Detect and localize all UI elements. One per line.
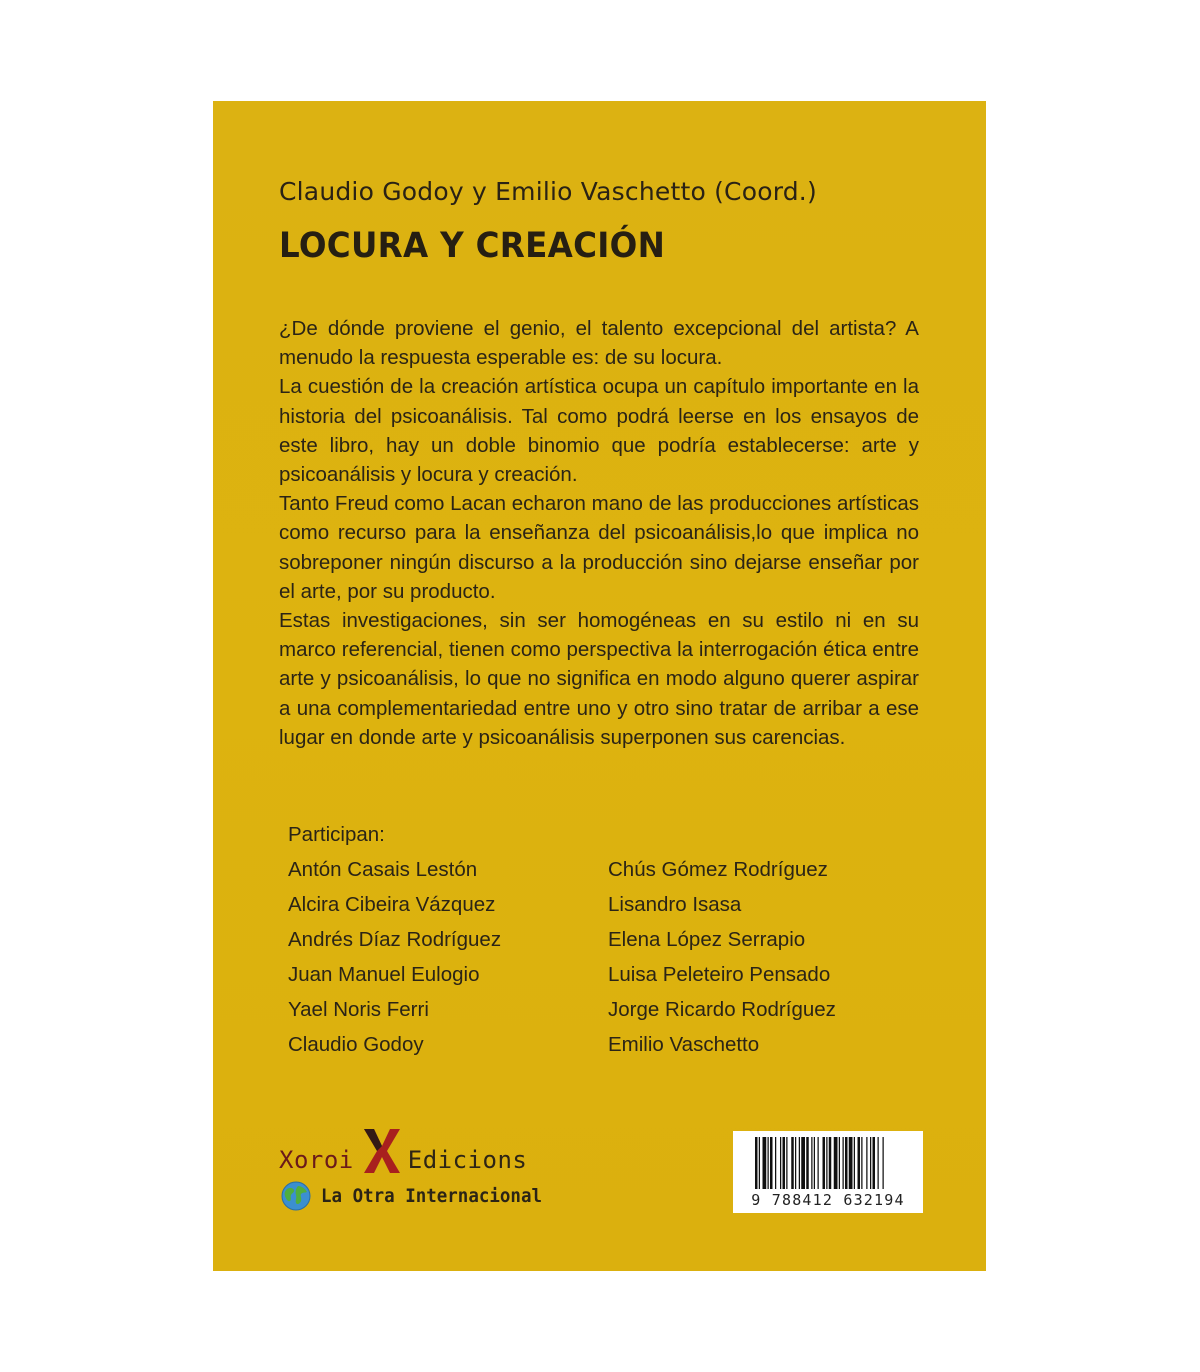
barcode-bar [814, 1137, 815, 1189]
barcode-bar [811, 1137, 812, 1189]
barcode-bar [858, 1137, 861, 1189]
participant-name: Jorge Ricardo Rodríguez [608, 998, 836, 1021]
barcode-bar [795, 1137, 796, 1189]
barcode-bar [755, 1137, 758, 1189]
participant-name: Emilio Vaschetto [608, 1033, 760, 1056]
barcode-bar [818, 1137, 819, 1189]
barcode-bar [883, 1137, 884, 1189]
participants-section [288, 817, 928, 1062]
barcode-bar [834, 1137, 838, 1189]
barcode-bar [866, 1137, 867, 1189]
barcode-bar [826, 1137, 827, 1189]
participant-name: Luisa Peleteiro Pensado [608, 963, 831, 986]
book-title: LOCURA Y CREACIÓN [279, 226, 666, 266]
barcode-bar [775, 1137, 776, 1189]
imprint-name: La Otra Internacional [321, 1185, 543, 1207]
barcode-bar [786, 1137, 787, 1189]
publisher-name-part2: Edicions [407, 1146, 528, 1174]
barcode-bar [759, 1137, 760, 1189]
barcode-bar [839, 1137, 840, 1189]
barcode-bar [763, 1137, 767, 1189]
barcode-bar [791, 1137, 794, 1189]
synopsis-paragraph: La cuestión de la creación artística ocupa un capítulo importante en la historia del psicoanálisis. Tal como podrá leerse en los ensayos de este libro, hay un doble binomio que podría establecerse: arte y psicoanálisis y locura y creación. [279, 375, 919, 487]
participant-name: Claudio Godoy [288, 1033, 424, 1056]
participant-name: Juan Manuel Eulogio [288, 963, 480, 986]
participant-name: Lisandro Isasa [608, 893, 742, 916]
authors-line: Claudio Godoy y Emilio Vaschetto (Coord.) [279, 177, 817, 206]
participant-name: Chús Gómez Rodríguez [608, 858, 828, 881]
isbn-number: 9 788412 632194 [751, 1191, 905, 1209]
synopsis-paragraph: Tanto Freud como Lacan echaron mano de las producciones artísticas como recurso para la enseñanza del psicoanálisis,lo que implica no sobreponer ningún discurso a la producción sino dejarse enseñar por el arte, por su producto. [279, 492, 919, 603]
barcode-bar [829, 1137, 832, 1189]
barcode-bar [849, 1137, 853, 1189]
barcode-bar [770, 1137, 773, 1189]
participants-label: Participan: [288, 823, 385, 846]
publisher-name-part1: Xoroi [279, 1146, 354, 1174]
participant-name: Yael Noris Ferri [288, 998, 429, 1021]
participant-name: Andrés Díaz Rodríguez [288, 928, 502, 951]
participant-name: Elena López Serrapio [608, 928, 806, 951]
barcode-bar [845, 1137, 848, 1189]
barcode-bar [823, 1137, 826, 1189]
barcode-bar [878, 1137, 879, 1189]
synopsis [279, 314, 919, 752]
synopsis-paragraph: ¿De dónde proviene el genio, el talento excepcional del artista? A menudo la respuesta esperable es: de su locura. [279, 317, 919, 370]
barcode-bar [783, 1137, 786, 1189]
participants-left-column [288, 852, 608, 1062]
participant-name: Antón Casais Lestón [288, 858, 478, 881]
la-otra-internacional-logo [281, 1181, 561, 1211]
globe-icon [281, 1181, 311, 1211]
barcode-bar [870, 1137, 871, 1189]
barcode-bar [861, 1137, 862, 1189]
barcode-bar [799, 1137, 800, 1189]
publisher-logos [279, 1125, 579, 1245]
participants-columns [288, 852, 928, 1062]
barcode-bar [768, 1137, 769, 1189]
barcode-bar [806, 1137, 809, 1189]
barcode-bar [873, 1137, 876, 1189]
barcode-bar [801, 1137, 805, 1189]
barcode-bar [843, 1137, 844, 1189]
barcode-bar [780, 1137, 781, 1189]
participant-name: Alcira Cibeira Vázquez [288, 893, 496, 916]
xoroi-edicions-logo [279, 1125, 527, 1175]
barcode-bar [854, 1137, 855, 1189]
isbn-barcode [733, 1131, 923, 1213]
back-cover [213, 101, 986, 1271]
x-logo-icon [362, 1127, 402, 1175]
synopsis-paragraph: Estas investigaciones, sin ser homogéneas en su estilo ni en su marco referencial, tienen como perspectiva la interrogación ética entre arte y psicoanálisis, lo que no significa en modo alguno querer aspirar a una complementariedad entre uno y otro sino tratar de arribar a ese lugar en donde arte y psicoanálisis superponen sus carencias. [279, 609, 919, 749]
participants-right-column [608, 852, 836, 1062]
